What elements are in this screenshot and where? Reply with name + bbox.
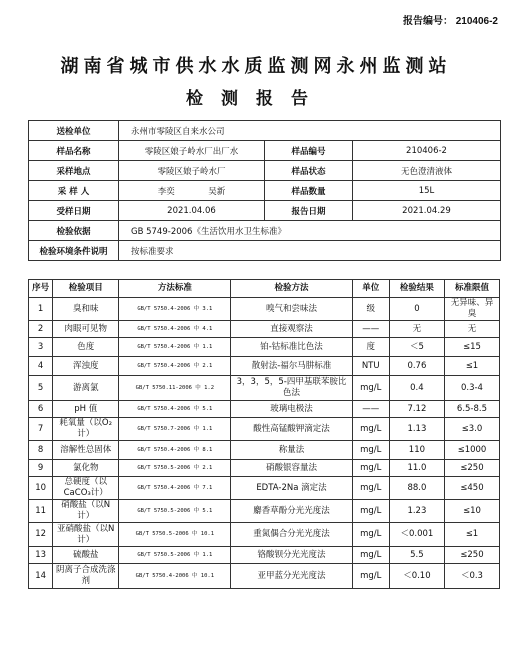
cell-standard: GB/T 5750.4-2006 中 8.1 (119, 441, 231, 460)
cell-unit: NTU (352, 357, 389, 376)
header-item: 检验项目 (53, 280, 119, 298)
cell-limit: ≤1 (444, 357, 499, 376)
cell-limit: ≤15 (444, 338, 499, 357)
state-value: 无色澄清液体 (353, 161, 501, 181)
cell-result: 11.0 (389, 460, 444, 477)
cell-limit: 0.3-4 (444, 376, 499, 401)
cell-method: 重氮偶合分光光度法 (231, 523, 352, 547)
cell-item: 氯化物 (53, 460, 119, 477)
cell-method: 酸性高锰酸钾滴定法 (231, 418, 352, 441)
cell-unit: —— (352, 321, 389, 338)
cell-limit: ≤1 (444, 523, 499, 547)
cell-result: 7.12 (389, 401, 444, 418)
cell-limit: 无 (444, 321, 499, 338)
env-label: 检验环境条件说明 (29, 241, 119, 261)
cell-unit: mg/L (352, 523, 389, 547)
header-limit: 标准限值 (444, 280, 499, 298)
cell-standard: GB/T 5750.5-2006 中 1.1 (119, 547, 231, 564)
receive-date-label: 受样日期 (29, 201, 119, 221)
cell-limit: 无异味、异臭 (444, 298, 499, 321)
report-date-value: 2021.04.29 (353, 201, 501, 221)
result-row (29, 477, 500, 500)
cell-method: 铂-钴标准比色法 (231, 338, 352, 357)
cell-limit: ≤250 (444, 460, 499, 477)
cell-no: 12 (29, 523, 53, 547)
cell-unit: mg/L (352, 564, 389, 589)
result-row (29, 460, 500, 477)
cell-no: 9 (29, 460, 53, 477)
result-row (29, 441, 500, 460)
cell-method: 散射法-福尔马肼标准 (231, 357, 352, 376)
header-method: 检验方法 (231, 280, 352, 298)
cell-no: 13 (29, 547, 53, 564)
cell-method: EDTA-2Na 滴定法 (231, 477, 352, 500)
cell-item: 硝酸盐（以N计） (53, 500, 119, 523)
cell-no: 6 (29, 401, 53, 418)
result-row (29, 376, 500, 401)
cell-unit: 度 (352, 338, 389, 357)
env-value: 按标准要求 (119, 241, 501, 261)
cell-item: 游离氯 (53, 376, 119, 401)
result-row (29, 547, 500, 564)
sample-name-label: 样品名称 (29, 141, 119, 161)
cell-item: 总硬度（以CaCO₃计） (53, 477, 119, 500)
cell-result: 88.0 (389, 477, 444, 500)
header-standard: 方法标准 (119, 280, 231, 298)
cell-limit: ≤10 (444, 500, 499, 523)
cell-result: 无 (389, 321, 444, 338)
cell-result: ＜0.10 (389, 564, 444, 589)
cell-method: 麝香草酚分光光度法 (231, 500, 352, 523)
cell-unit: mg/L (352, 376, 389, 401)
cell-limit: ≤3.0 (444, 418, 499, 441)
cell-unit: mg/L (352, 477, 389, 500)
sender-label: 送检单位 (29, 121, 119, 141)
cell-unit: mg/L (352, 460, 389, 477)
cell-standard: GB/T 5750.4-2006 中 10.1 (119, 564, 231, 589)
cell-unit: mg/L (352, 418, 389, 441)
cell-limit: ≤250 (444, 547, 499, 564)
result-row (29, 401, 500, 418)
cell-no: 11 (29, 500, 53, 523)
result-row (29, 321, 500, 338)
cell-item: pH 值 (53, 401, 119, 418)
cell-method: 称量法 (231, 441, 352, 460)
cell-no: 3 (29, 338, 53, 357)
cell-limit: ≤1000 (444, 441, 499, 460)
cell-result: 1.23 (389, 500, 444, 523)
cell-standard: GB/T 5750.5-2006 中 10.1 (119, 523, 231, 547)
cell-no: 10 (29, 477, 53, 500)
cell-result: 0 (389, 298, 444, 321)
results-table (28, 279, 500, 589)
cell-result: ＜5 (389, 338, 444, 357)
sample-no-value: 210406-2 (353, 141, 501, 161)
sample-no-label: 样品编号 (265, 141, 353, 161)
header-result: 检验结果 (389, 280, 444, 298)
sampler-1: 李奕 (157, 186, 175, 197)
cell-limit: 6.5-8.5 (444, 401, 499, 418)
cell-result: ＜0.001 (389, 523, 444, 547)
state-label: 样品状态 (265, 161, 353, 181)
result-row (29, 523, 500, 547)
cell-item: 肉眼可见物 (53, 321, 119, 338)
qty-label: 样品数量 (265, 181, 353, 201)
qty-value: 15L (353, 181, 501, 201)
cell-standard: GB/T 5750.4-2006 中 2.1 (119, 357, 231, 376)
cell-item: 亚硝酸盐（以N计） (53, 523, 119, 547)
cell-no: 7 (29, 418, 53, 441)
cell-no: 2 (29, 321, 53, 338)
cell-method: 亚甲蓝分光光度法 (231, 564, 352, 589)
site-value: 零陵区娘子岭水厂 (119, 161, 265, 181)
sampler-2: 吴新 (208, 186, 226, 197)
cell-method: 嗅气和尝味法 (231, 298, 352, 321)
results-header-row (29, 280, 500, 298)
cell-standard: GB/T 5750.4-2006 中 5.1 (119, 401, 231, 418)
cell-unit: mg/L (352, 500, 389, 523)
cell-no: 8 (29, 441, 53, 460)
cell-method: 铬酸钡分光光度法 (231, 547, 352, 564)
cell-no: 4 (29, 357, 53, 376)
cell-method: 硝酸银容量法 (231, 460, 352, 477)
cell-no: 1 (29, 298, 53, 321)
cell-item: 耗氧量（以O₂计） (53, 418, 119, 441)
header-unit: 单位 (352, 280, 389, 298)
report-title: 检测报告 (186, 89, 326, 109)
cell-standard: GB/T 5750.11-2006 中 1.2 (119, 376, 231, 401)
cell-item: 臭和味 (53, 298, 119, 321)
cell-method: 直接观察法 (231, 321, 352, 338)
cell-unit: mg/L (352, 441, 389, 460)
sender-value: 永州市零陵区自来水公司 (119, 121, 501, 141)
cell-item: 浑浊度 (53, 357, 119, 376)
sample-name-value: 零陵区娘子岭水厂出厂水 (119, 141, 265, 161)
cell-no: 14 (29, 564, 53, 589)
cell-method: 3，3，5，5-四甲基联苯胺比色法 (231, 376, 352, 401)
cell-standard: GB/T 5750.7-2006 中 1.1 (119, 418, 231, 441)
cell-standard: GB/T 5750.5-2006 中 5.1 (119, 500, 231, 523)
cell-result: 0.4 (389, 376, 444, 401)
cell-item: 色度 (53, 338, 119, 357)
cell-item: 溶解性总固体 (53, 441, 119, 460)
sampler-value (119, 181, 265, 201)
cell-result: 5.5 (389, 547, 444, 564)
cell-no: 5 (29, 376, 53, 401)
result-row (29, 500, 500, 523)
receive-date-value: 2021.04.06 (119, 201, 265, 221)
report-title-org: 湖南省城市供水水质监测网永州监测站 (60, 56, 452, 77)
cell-unit: mg/L (352, 547, 389, 564)
cell-standard: GB/T 5750.4-2006 中 1.1 (119, 338, 231, 357)
report-date-label: 报告日期 (265, 201, 353, 221)
cell-unit: —— (352, 401, 389, 418)
basis-value: GB 5749-2006《生活饮用水卫生标准》 (119, 221, 501, 241)
cell-method: 玻璃电极法 (231, 401, 352, 418)
cell-result: 110 (389, 441, 444, 460)
result-row (29, 357, 500, 376)
sample-info-table (28, 120, 501, 261)
cell-item: 硫酸盐 (53, 547, 119, 564)
cell-item: 阴离子合成洗涤剂 (53, 564, 119, 589)
report-number: 报告编号： 210406-2 (402, 16, 498, 27)
cell-standard: GB/T 5750.4-2006 中 4.1 (119, 321, 231, 338)
cell-standard: GB/T 5750.4-2006 中 7.1 (119, 477, 231, 500)
cell-unit: 级 (352, 298, 389, 321)
cell-limit: ＜0.3 (444, 564, 499, 589)
cell-standard: GB/T 5750.5-2006 中 2.1 (119, 460, 231, 477)
result-row (29, 338, 500, 357)
cell-standard: GB/T 5750.4-2006 中 3.1 (119, 298, 231, 321)
cell-limit: ≤450 (444, 477, 499, 500)
cell-result: 0.76 (389, 357, 444, 376)
cell-result: 1.13 (389, 418, 444, 441)
site-label: 采样地点 (29, 161, 119, 181)
result-row (29, 418, 500, 441)
header-no: 序号 (29, 280, 53, 298)
result-row (29, 564, 500, 589)
sampler-label: 采 样 人 (29, 181, 119, 201)
basis-label: 检验依据 (29, 221, 119, 241)
result-row (29, 298, 500, 321)
